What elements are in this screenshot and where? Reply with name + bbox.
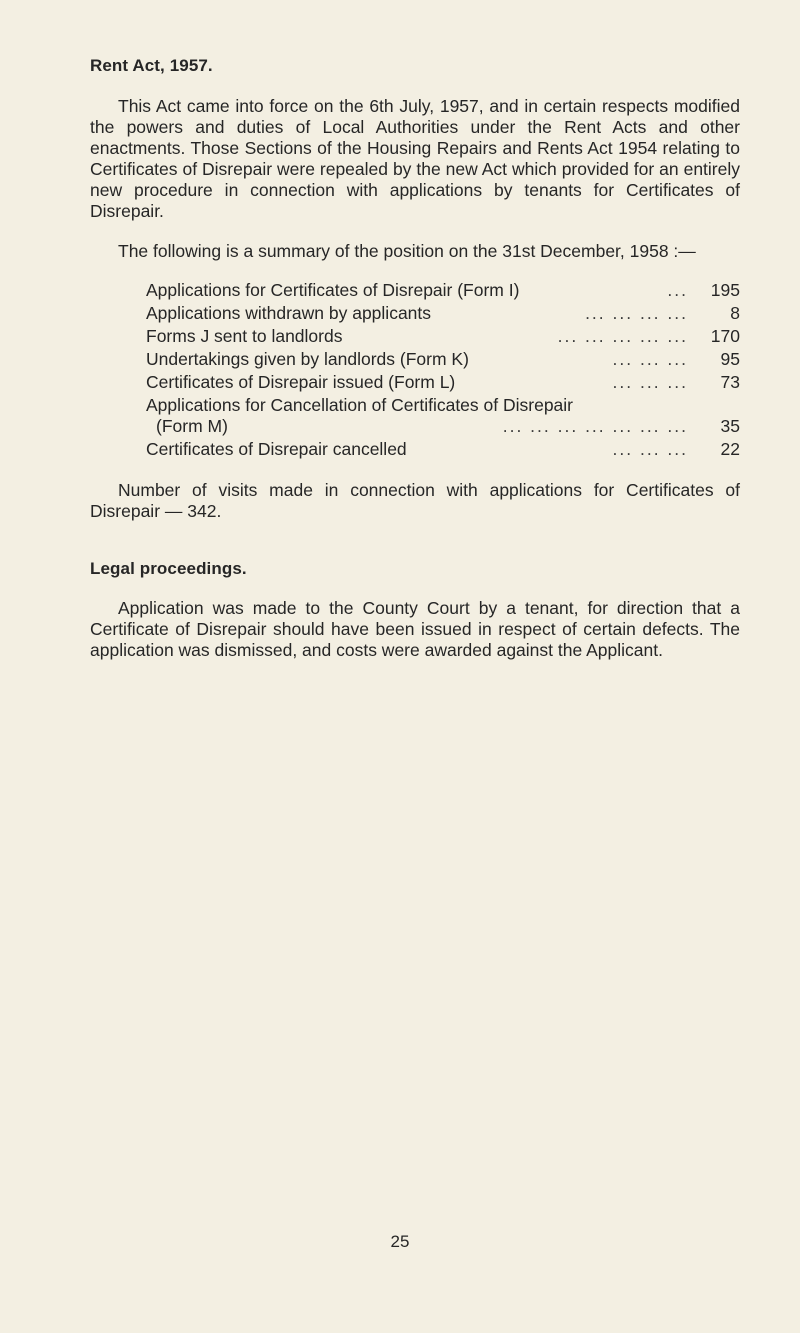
leader-dots: ... ... ... <box>612 372 688 392</box>
summary-value: 73 <box>720 372 740 392</box>
summary-value: 35 <box>720 416 740 436</box>
summary-label-line2-wrap <box>146 416 688 437</box>
visits-paragraph: Number of visits made in connection with applications for Certificates of Disrepair — 342. <box>90 480 740 521</box>
summary-label: Forms J sent to landlords <box>146 326 343 346</box>
summary-value: 95 <box>720 349 740 369</box>
summary-row <box>146 326 740 347</box>
leader-dots: ... ... ... <box>612 439 688 459</box>
summary-row <box>146 280 740 301</box>
summary-value: 170 <box>710 326 740 346</box>
summary-label: Applications withdrawn by applicants <box>146 303 432 323</box>
summary-row <box>146 439 740 460</box>
legal-proceedings-heading: Legal proceedings. <box>90 559 247 578</box>
summary-value: 8 <box>730 303 740 323</box>
legal-proceedings-paragraph: Application was made to the County Court by a tenant, for direction that a Certificate of Disrepair should have been issued in respect of certain defects. The application was dismissed, and costs were awarded against the Applicant. <box>90 598 740 660</box>
rent-act-heading: Rent Act, 1957. <box>90 56 213 75</box>
summary-label: Applications for Cancellation of Certificates of Disrepair <box>146 395 573 415</box>
summary-label: Certificates of Disrepair issued (Form L) <box>146 372 456 392</box>
summary-value: 195 <box>710 280 740 300</box>
leader-dots: ... ... ... ... ... <box>557 326 688 346</box>
rent-act-paragraph: This Act came into force on the 6th July, 1957, and in certain respects modified the powers and duties of Local Authorities under the Rent Acts and other enactments. Those Sections of the Housing Repairs and Rents Act 1954 relating to Certificates of Disrepair were repealed by the new Act which provided for an entirely new procedure in connection with applications by tenants for Certificates of Disrepair. <box>90 96 740 221</box>
leader-dots: ... ... ... ... ... ... ... <box>502 416 688 436</box>
summary-row <box>146 395 740 437</box>
summary-list <box>146 280 740 460</box>
leader-dots: ... ... ... <box>612 349 688 369</box>
document-page <box>90 56 740 661</box>
summary-label-line2: (Form M) <box>156 416 228 436</box>
leader-dots: ... <box>667 280 688 300</box>
summary-value: 22 <box>720 439 740 459</box>
summary-intro: The following is a summary of the position on the 31st December, 1958 :— <box>118 241 696 261</box>
leader-dots: ... ... ... ... <box>585 303 688 323</box>
summary-row <box>146 349 740 370</box>
summary-label: Applications for Certificates of Disrepair (Form I) <box>146 280 520 300</box>
summary-label: Undertakings given by landlords (Form K) <box>146 349 469 369</box>
page-number: 25 <box>390 1232 410 1251</box>
summary-label: Certificates of Disrepair cancelled <box>146 439 407 459</box>
summary-row <box>146 303 740 324</box>
summary-row <box>146 372 740 393</box>
summary-label-wrap <box>146 395 688 437</box>
